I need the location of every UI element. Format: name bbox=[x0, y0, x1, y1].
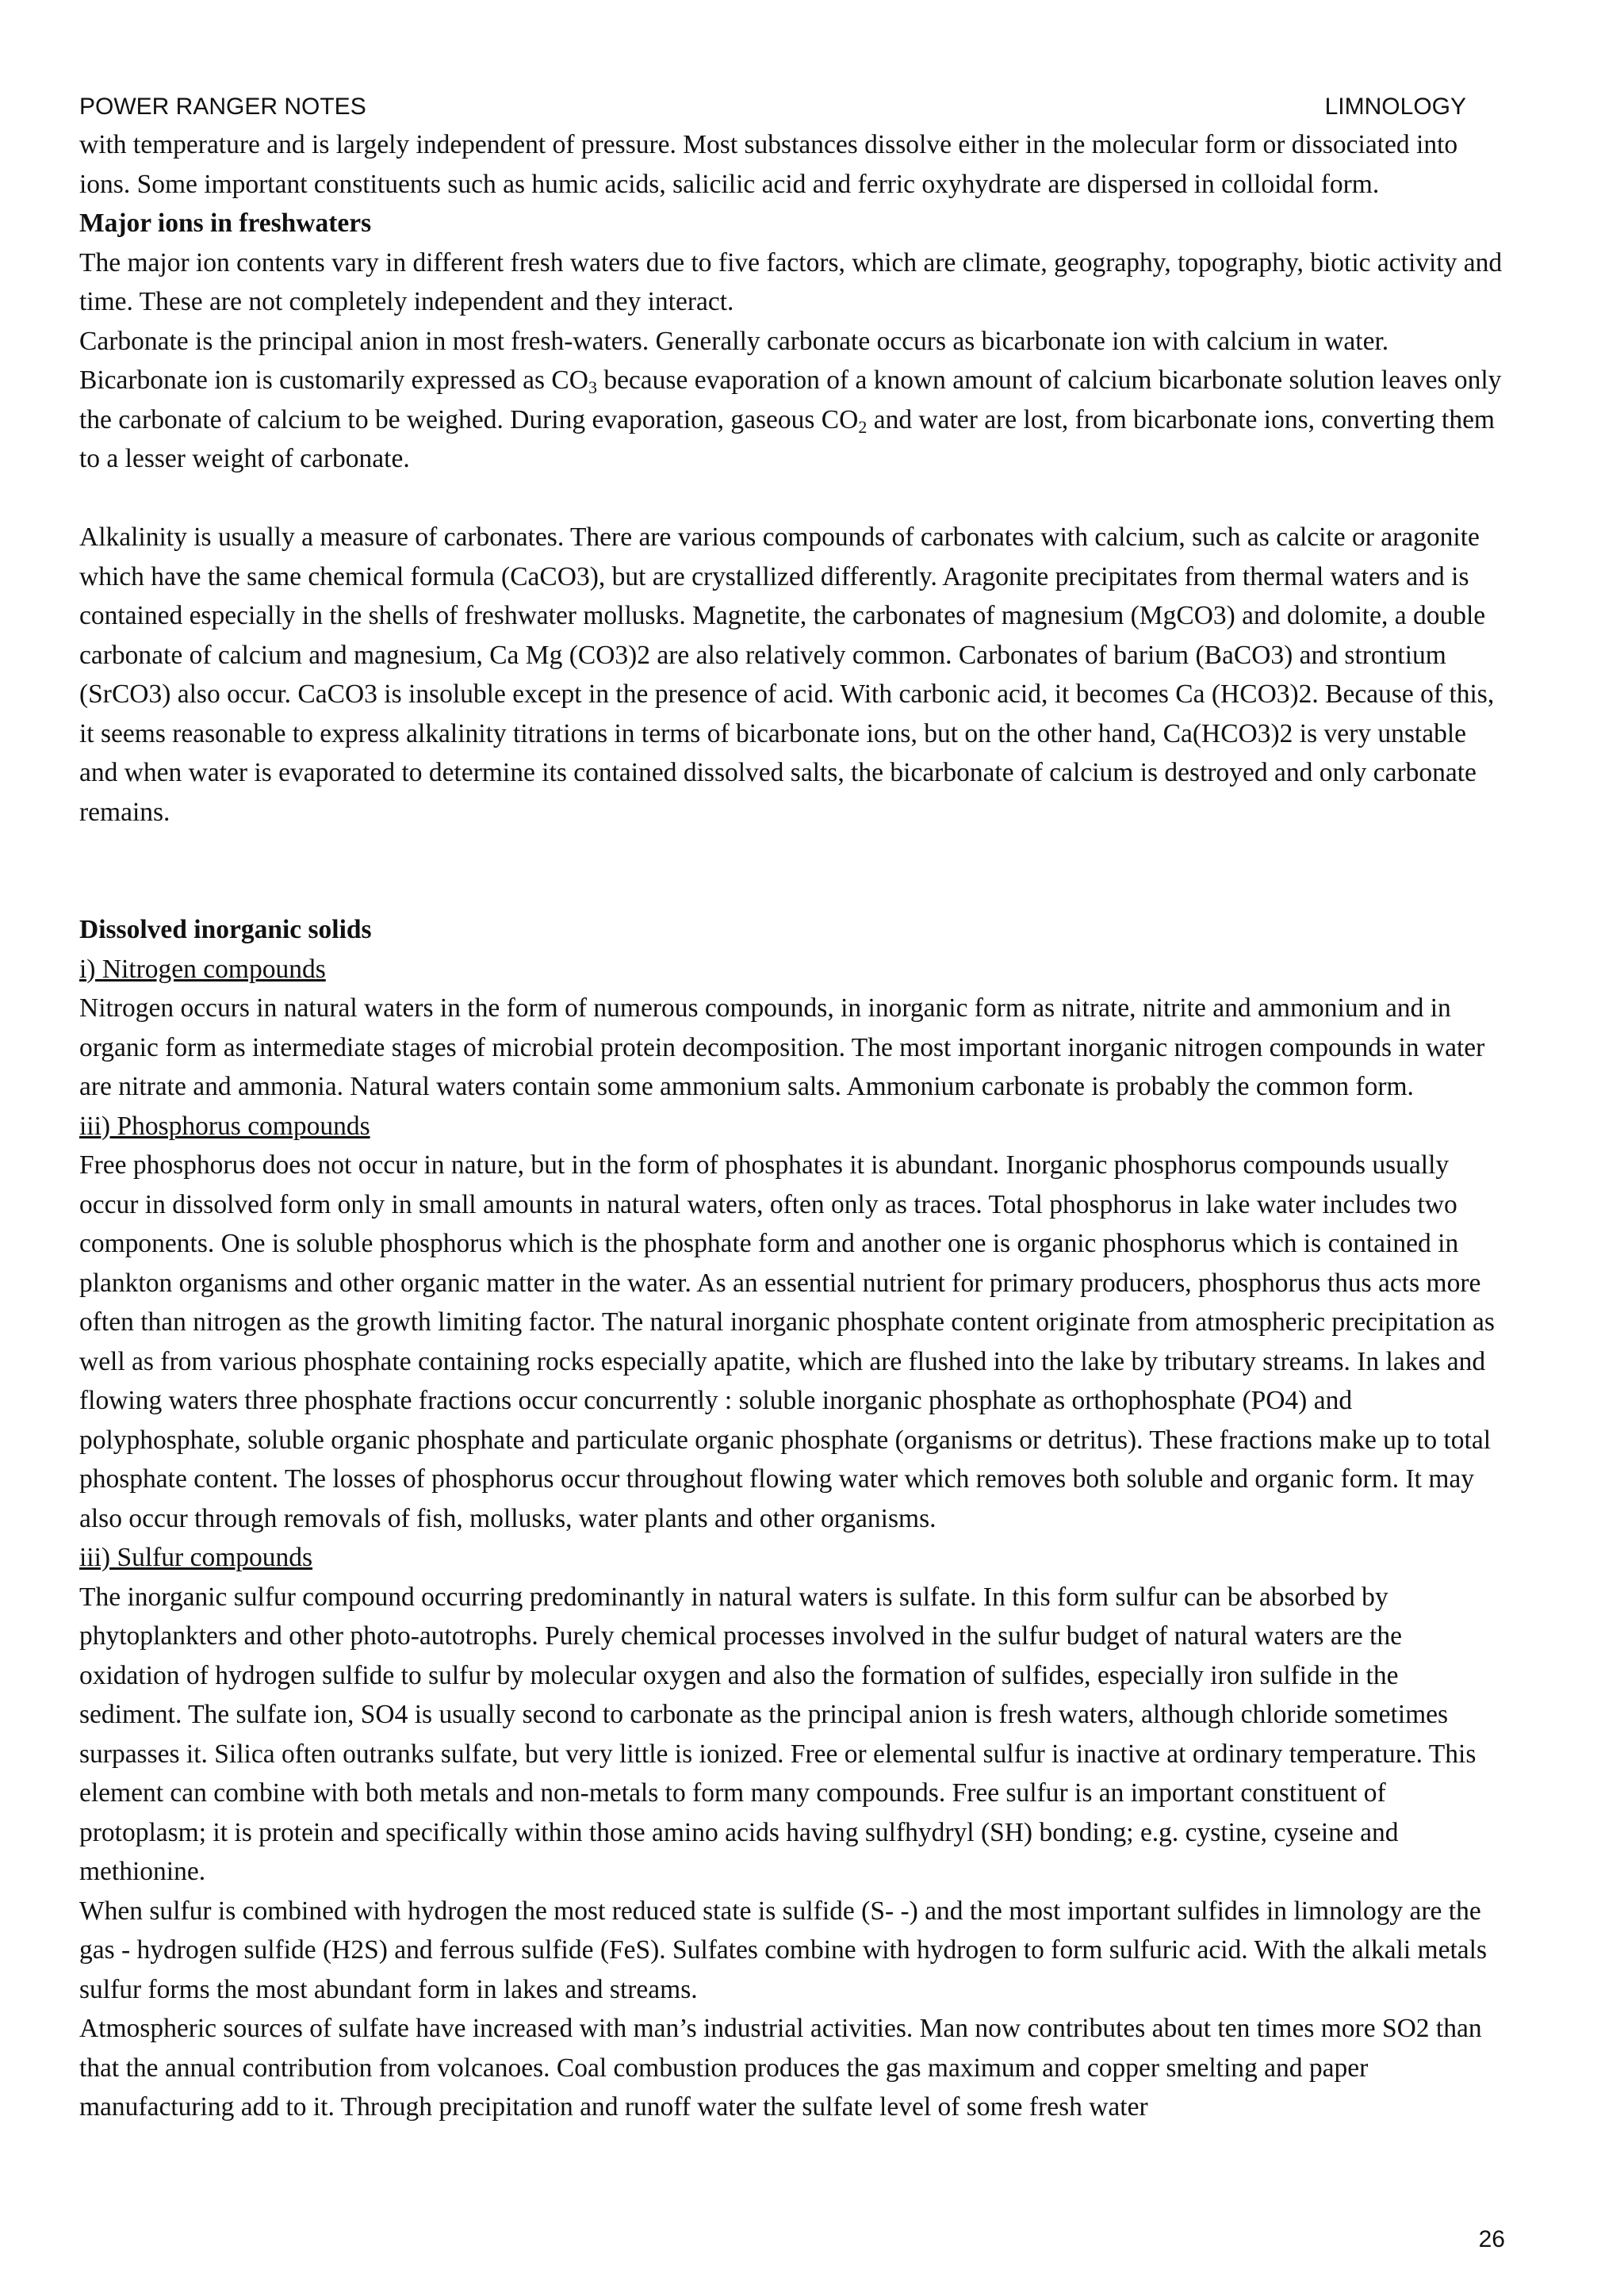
body-text bbox=[79, 125, 1503, 2127]
text-run: because evaporation of a known amount of calcium bicarbonate solution leaves only the carbonate of calcium to be weighed. During evaporation, gaseous CO bbox=[79, 365, 1502, 434]
spacer bbox=[79, 479, 1503, 519]
paragraph bbox=[79, 322, 1503, 479]
paragraph: Alkalinity is usually a measure of carbonates. There are various compounds of carbonates with calcium, such as calcite or aragonite which have the same chemical formula (CaCO3), but are crystallized differently. Aragonite precipitates from thermal waters and is contained especially in the shells of freshwater mollusks. Magnetite, the carbonates of magnesium (MgCO3) and dolomite, a double carbonate of calcium and magnesium, Ca Mg (CO3)2 are also relatively common. Carbonates of barium (BaCO3) and strontium (SrCO3) also occur. CaCO3 is insoluble except in the presence of acid. With carbonic acid, it becomes Ca (HCO3)2. Because of this, it seems reasonable to express alkalinity titrations in terms of bicarbonate ions, but on the other hand, Ca(HCO3)2 is very unstable and when water is evaporated to determine its contained dissolved salts, the bicarbonate of calcium is destroyed and only carbonate remains. bbox=[79, 522, 1495, 827]
spacer bbox=[79, 832, 1503, 910]
header-right: LIMNOLOGY bbox=[1324, 94, 1466, 120]
subsection-heading: iii) Phosphorus compounds bbox=[79, 1111, 370, 1141]
section-heading: Major ions in freshwaters bbox=[79, 209, 372, 238]
paragraph: The inorganic sulfur compound occurring predominantly in natural waters is sulfate. In this form sulfur can be absorbed by phytoplankters and other photo-autotrophs. Purely chemical processes involved in the sulfur budget of natural waters are the oxidation of hydrogen sulfide to sulfur by molecular oxygen and also the formation of sulfides, especially iron sulfide in the sediment. The sulfate ion, SO4 is usually second to carbonate as the principal anion is fresh waters, although chloride sometimes surpasses it. Silica often outranks sulfate, but very little is ionized. Free or elemental sulfur is inactive at ordinary temperature. This element can combine with both metals and non-metals to form many compounds. Free sulfur is an important constituent of protoplasm; it is protein and specifically within those amino acids having sulfhydryl (SH) bonding; e.g. cystine, cyseine and methionine. bbox=[79, 1582, 1477, 1886]
subscript: 3 bbox=[588, 377, 597, 397]
header-left: POWER RANGER NOTES bbox=[79, 94, 366, 120]
page-number: 26 bbox=[1478, 2226, 1505, 2252]
subsection-heading: i) Nitrogen compounds bbox=[79, 954, 326, 984]
section-heading: Dissolved inorganic solids bbox=[79, 915, 372, 944]
text-run: and water are lost, from bicarbonate ions, converting them to a lesser weight of carbonate. bbox=[79, 404, 1495, 473]
text-run: Carbonate is the principal anion in most fresh-waters. Generally carbonate occurs as bicarbonate ion with calcium in water. Bicarbonate ion is customarily expressed as CO bbox=[79, 326, 1389, 395]
paragraph: with temperature and is largely independent of pressure. Most substances dissolve either in the molecular form or dissociated into ions. Some important constituents such as humic acids, salicilic acid and ferric oxyhydrate are dispersed in colloidal form. bbox=[79, 130, 1458, 199]
paragraph: Free phosphorus does not occur in nature, but in the form of phosphates it is abundant. Inorganic phosphorus compounds usually occur in dissolved form only in small amounts in natural waters, often only as traces. Total phosphorus in lake water includes two components. One is soluble phosphorus which is the phosphate form and another one is organic phosphorus which is contained in plankton organisms and other organic matter in the water. As an essential nutrient for primary producers, phosphorus thus acts more often than nitrogen as the growth limiting factor. The natural inorganic phosphate content originate from atmospheric precipitation as well as from various phosphate containing rocks especially apatite, which are flushed into the lake by tributary streams. In lakes and flowing waters three phosphate fractions occur concurrently : soluble inorganic phosphate as orthophosphate (PO4) and polyphosphate, soluble organic phosphate and particulate organic phosphate (organisms or detritus). These fractions make up to total phosphate content. The losses of phosphorus occur throughout flowing water which removes both soluble and organic form. It may also occur through removals of fish, mollusks, water plants and other organisms. bbox=[79, 1150, 1495, 1533]
subsection-heading: iii) Sulfur compounds bbox=[79, 1543, 313, 1572]
subscript: 2 bbox=[858, 416, 868, 437]
paragraph: Nitrogen occurs in natural waters in the form of numerous compounds, in inorganic form as nitrate, nitrite and ammonium and in organic form as intermediate stages of microbial protein decomposition. The most important inorganic nitrogen compounds in water are nitrate and ammonia. Natural waters contain some ammonium salts. Ammonium carbonate is probably the common form. bbox=[79, 993, 1485, 1101]
paragraph: The major ion contents vary in different fresh waters due to five factors, which are climate, geography, topography, biotic activity and time. These are not completely independent and they interact. bbox=[79, 247, 1503, 316]
paragraph: When sulfur is combined with hydrogen the most reduced state is sulfide (S- -) and the most important sulfides in limnology are the gas - hydrogen sulfide (H2S) and ferrous sulfide (FeS). Sulfates combine with hydrogen to form sulfuric acid. With the alkali metals sulfur forms the most abundant form in lakes and streams. bbox=[79, 1896, 1487, 2004]
paragraph: Atmospheric sources of sulfate have increased with man’s industrial activities. Man now contributes about ten times more SO2 than that the annual contribution from volcanoes. Coal combustion produces the gas maximum and copper smelting and paper manufacturing add to it. Through precipitation and runoff water the sulfate level of some fresh water bbox=[79, 2014, 1482, 2122]
